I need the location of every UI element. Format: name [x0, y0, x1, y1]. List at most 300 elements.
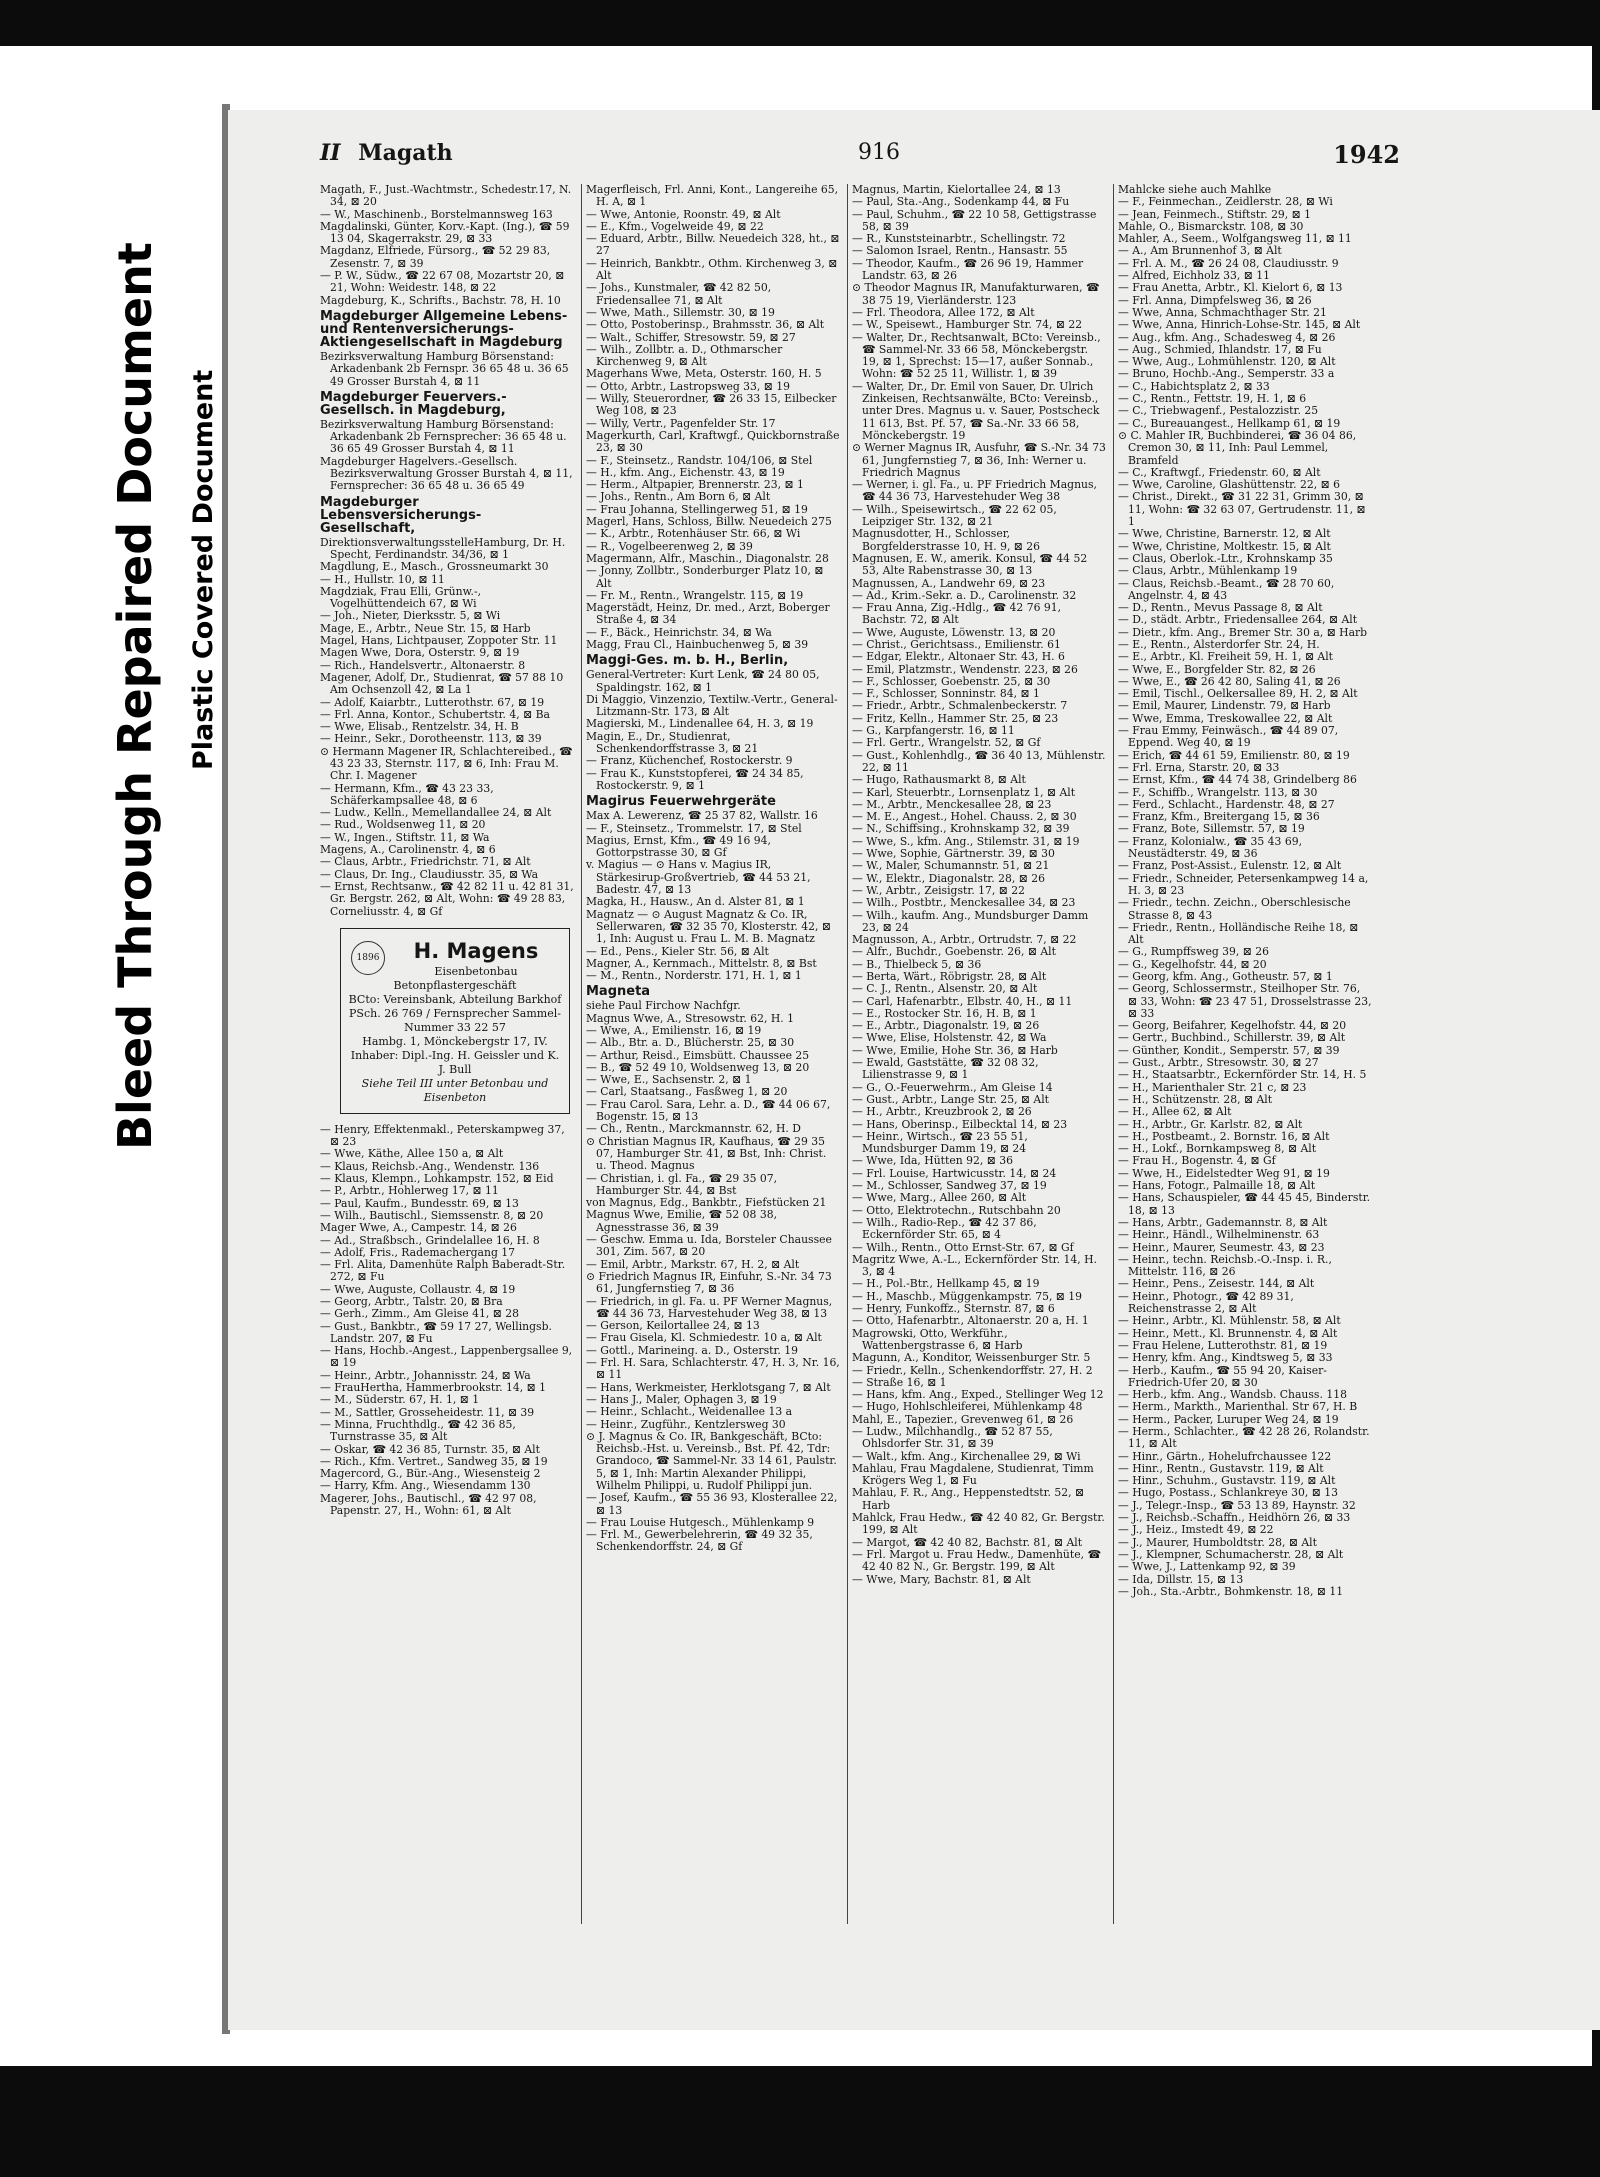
directory-entry: — F., Steinsetz., Trommelstr. 17, ⊠ Stel — [586, 821, 802, 835]
directory-entry: — C., Habichtsplatz 2, ⊠ 33 — [1118, 379, 1270, 393]
directory-entry: — Carl, Hafenarbtr., Elbstr. 40, H., ⊠ 11 — [852, 994, 1073, 1008]
directory-entry: — B., ☎ 52 49 10, Woldsenweg 13, ⊠ 20 — [586, 1060, 810, 1074]
directory-entry: — Wwe, Elise, Holstenstr. 42, ⊠ Wa — [852, 1031, 1047, 1045]
directory-entry: — Herm., Packer, Luruper Weg 24, ⊠ 19 — [1118, 1412, 1339, 1426]
advertisement-line: Eisenbetonbau — [434, 964, 518, 978]
directory-entry: — Frau Emmy, Feinwäsch., ☎ 44 89 07, Eppend. Weg 40, ⊠ 19 — [1118, 724, 1339, 750]
directory-entry: — Hans, Oberinsp., Eilbecktal 14, ⊠ 23 — [852, 1117, 1068, 1131]
directory-entry: — Georg, Arbtr., Talstr. 20, ⊠ Bra — [320, 1295, 503, 1308]
directory-entry: — Jean, Feinmech., Stiftstr. 29, ⊠ 1 — [1118, 207, 1312, 221]
directory-entry: — H., Arbtr., Gr. Karlstr. 82, ⊠ Alt — [1118, 1117, 1303, 1131]
directory-entry: — Salomon Israel, Rentn., Hansastr. 55 — [852, 244, 1068, 258]
directory-entry: — Aug., Schmied, Ihlandstr. 17, ⊠ Fu — [1118, 342, 1322, 356]
directory-entry: von Magnus, Edg., Bankbtr., Fiefstücken 21 — [586, 1196, 827, 1210]
directory-entry: Magnusdotter, H., Schlosser, Borgfelderstrasse 10, H. 9, ⊠ 26 — [852, 527, 1041, 553]
directory-entry: — H., Lokf., Bornkampsweg 8, ⊠ Alt — [1118, 1142, 1317, 1156]
directory-entry: — Wwe, E., ☎ 26 42 80, Saling 41, ⊠ 26 — [1118, 674, 1341, 688]
directory-entry: Magel, Hans, Lichtpauser, Zoppoter Str. 11 — [320, 634, 558, 648]
directory-entry: Magius, Ernst, Kfm., ☎ 49 16 94, Gottorpstrasse 30, ⊠ Gf — [586, 833, 771, 860]
directory-entry: — Franz, Post-Assist., Eulenstr. 12, ⊠ Alt — [1118, 859, 1342, 873]
directory-entry: Magdalinski, Günter, Korv.-Kapt. (Ing.), ☎ 59 13 04, Skagerrakstr. 29, ⊠ 33 — [320, 219, 570, 246]
directory-entry: — Gust., Arbtr., Stresowstr. 30, ⊠ 27 — [1118, 1056, 1319, 1070]
directory-entry: — Harry, Kfm. Ang., Wiesendamm 130 — [320, 1479, 531, 1493]
directory-entry: — E., Kfm., Vogelweide 49, ⊠ 22 — [586, 219, 764, 233]
directory-entry: Magerer, Johs., Bautischl., ☎ 42 97 08, Papenstr. 27, H., Wohn: 61, ⊠ Alt — [320, 1491, 537, 1518]
directory-entry: — C., Triebwagenf., Pestalozzistr. 25 — [1118, 404, 1319, 418]
directory-entry: — Frau Anetta, Arbtr., Kl. Kielort 6, ⊠ 13 — [1118, 281, 1343, 295]
directory-entry: — Alfr., Buchdr., Goebenstr. 26, ⊠ Alt — [852, 945, 1056, 959]
directory-entry: — Frl. Erna, Starstr. 20, ⊠ 33 — [1118, 760, 1280, 774]
advertisement-line: BCto: Vereinsbank, Abteilung Barkhof — [348, 992, 562, 1006]
directory-entry: — Friedr., techn. Zeichn., Oberschlesische Strasse 8, ⊠ 43 — [1118, 896, 1351, 922]
running-head — [320, 140, 453, 166]
directory-entry: — Hugo, Rathausmarkt 8, ⊠ Alt — [852, 773, 1026, 787]
directory-entry: Bezirksverwaltung Hamburg Börsenstand: Arkadenbank 2b Fernsprecher: 36 65 48 u. 36 65 49 Grosser Burstah 4, ⊠ 11 — [320, 417, 567, 456]
directory-entry: — Wwe, Math., Sillemstr. 30, ⊠ 19 — [586, 305, 775, 319]
directory-entry: Magritz Wwe, A.-L., Eckernförder Str. 14, H. 3, ⊠ 4 — [852, 1252, 1097, 1279]
directory-entry: — Heinr., Maurer, Seumestr. 43, ⊠ 23 — [1118, 1240, 1325, 1254]
directory-entry: — Emil, Arbtr., Markstr. 67, H. 2, ⊠ Alt — [586, 1257, 800, 1271]
directory-entry: — Wwe, Elisab., Rentzelstr. 34, H. B — [320, 720, 519, 734]
directory-entry: — Wilh., Bautischl., Siemssenstr. 8, ⊠ 20 — [320, 1208, 544, 1222]
directory-entry: — Ed., Pens., Kieler Str. 56, ⊠ Alt — [586, 944, 769, 958]
directory-entry: — Walter, Dr., Dr. Emil von Sauer, Dr. Ulrich Zinkeisen, Rechtsanwälte, BCto: Vereinsb., unter Dres. Magnus u. v. Sauer, Postscheck 11 613, Bst. Pf. 57, ☎ Sa.-Nr. 33 66 58, Mönckebergstr. 19 — [852, 379, 1100, 442]
directory-entry: — Gerh., Zimm., Am Gleise 41, ⊠ 28 — [320, 1307, 519, 1321]
directory-entry: — Hugo, Hohlschleiferei, Mühlenkamp 48 — [852, 1400, 1083, 1414]
directory-entry: Bezirksverwaltung Hamburg Börsenstand: Arkadenbank 2b Fernspr. 36 65 48 u. 36 65 49 Grosser Burstah 4, ⊠ 11 — [320, 349, 569, 388]
directory-entry: — Ch., Rentn., Marckmannstr. 62, H. D — [586, 1122, 801, 1136]
directory-entry: — K., Arbtr., Rotenhäuser Str. 66, ⊠ Wi — [586, 527, 801, 541]
directory-entry: DirektionsverwaltungsstelleHamburg, Dr. H. Specht, Ferdinandstr. 34/36, ⊠ 1 — [320, 535, 566, 561]
directory-entry: — Friedrich, in gl. Fa. u. PF Werner Magnus, ☎ 44 36 73, Harvestehuder Weg 38, ⊠ 13 — [586, 1294, 833, 1320]
directory-entry: Magen Wwe, Dora, Osterstr. 9, ⊠ 19 — [320, 646, 520, 660]
listing-heading: Magdeburger Feuervers.-Gesellsch. in Magdeburg, — [320, 389, 507, 418]
directory-entry: General-Vertreter: Kurt Lenk, ☎ 24 80 05, Spaldingstr. 162, ⊠ 1 — [586, 668, 820, 694]
directory-entry: — J., Klempner, Schumacherstr. 28, ⊠ Alt — [1118, 1547, 1344, 1561]
directory-entry: — Henry, Effektenmakl., Peterskampweg 37, ⊠ 23 — [320, 1122, 565, 1149]
directory-entry: — Frl. Louise, Hartwicusstr. 14, ⊠ 24 — [852, 1166, 1057, 1180]
directory-entry: — Gust., Kohlenhdlg., ☎ 36 40 13, Mühlenstr. 22, ⊠ 11 — [852, 748, 1106, 774]
directory-entry: — Wilh., kaufm. Ang., Mundsburger Damm 23, ⊠ 24 — [852, 908, 1089, 934]
directory-entry: — Friedr., Schneider, Petersenkampweg 14 a, H. 3, ⊠ 23 — [1118, 871, 1369, 897]
directory-entry: — Wilh., Radio-Rep., ☎ 42 37 86, Eckernförder Str. 65, ⊠ 4 — [852, 1215, 1037, 1242]
directory-entry: — Christian, i. gl. Fa., ☎ 29 35 07, Hamburger Str. 44, ⊠ Bst — [586, 1171, 778, 1197]
listing-heading: Magdeburger Allgemeine Lebens- und Rentenversicherungs-Aktiengesellschaft in Magdeburg — [320, 308, 568, 350]
advertisement-line: Hambg. 1, Mönckebergstr 17, IV. — [362, 1034, 548, 1048]
directory-entry: — Wwe, Käthe, Allee 150 a, ⊠ Alt — [320, 1147, 504, 1161]
directory-entry: — Fritz, Kelln., Hammer Str. 25, ⊠ 23 — [852, 711, 1059, 725]
directory-entry: — Walter, Dr., Rechtsanwalt, BCto: Vereinsb., ☎ Sammel-Nr. 33 66 58, Mönckebergstr. 19, ⊠ 1, Sprechst: 15—17, außer Sonnab., Wohn: ☎ 52 25 11, Willistr. 1, ⊠ 39 — [852, 330, 1101, 381]
directory-entry: — Heinr., Photogr., ☎ 42 89 31, Reichenstrasse 2, ⊠ Alt — [1118, 1289, 1294, 1316]
document-condition-labels — [108, 210, 228, 1150]
company-seal-icon: 1896 — [351, 941, 385, 975]
directory-entry: — Willy, Vertr., Pagenfelder Str. 17 — [586, 416, 776, 430]
directory-entry: — Henry, kfm. Ang., Kindtsweg 5, ⊠ 33 — [1118, 1351, 1333, 1365]
directory-entry: — E., Rostocker Str. 16, H. B, ⊠ 1 — [852, 1006, 1037, 1020]
directory-entry: Magdeburg, K., Schrifts., Bachstr. 78, H. 10 — [320, 293, 561, 307]
directory-entry: — Wwe, Mary, Bachstr. 81, ⊠ Alt — [852, 1572, 1031, 1586]
directory-entry: — Frl. H. Sara, Schlachterstr. 47, H. 3, Nr. 16, ⊠ 11 — [586, 1356, 840, 1382]
directory-entry: — Wilh., Speisewirtsch., ☎ 22 62 05, Leipziger Str. 132, ⊠ 21 — [852, 502, 1057, 529]
directory-entry: — Emil, Maurer, Lindenstr. 79, ⊠ Harb — [1118, 699, 1331, 713]
directory-entry: — A., Am Brunnenhof 3, ⊠ Alt — [1118, 244, 1282, 258]
directory-entry: — Ewald, Gaststätte, ☎ 32 08 32, Lilienstrasse 9, ⊠ 1 — [852, 1056, 1039, 1082]
directory-entry: — F., Schlosser, Goebenstr. 25, ⊠ 30 — [852, 674, 1051, 688]
directory-entry: — Gust., Arbtr., Lange Str. 25, ⊠ Alt — [852, 1092, 1050, 1106]
directory-column-1 — [320, 184, 574, 1517]
directory-entry: — W., Ingen., Stiftstr. 11, ⊠ Wa — [320, 830, 490, 844]
directory-entry: Mahlck, Frau Hedw., ☎ 42 40 82, Gr. Bergstr. 199, ⊠ Alt — [852, 1511, 1105, 1537]
directory-entry: — Claus, Oberlok.-Ltr., Krohnskamp 35 — [1118, 551, 1333, 565]
directory-entry: — Frl. Anna, Dimpfelsweg 36, ⊠ 26 — [1118, 293, 1312, 307]
directory-entry: — F., Bäck., Heinrichstr. 34, ⊠ Wa — [586, 625, 772, 639]
directory-entry: — Hans, Hochb.-Angest., Lappenbergsallee 9, ⊠ 19 — [320, 1344, 573, 1370]
directory-entry: Magin, E., Dr., Studienrat, Schenkendorffstrasse 3, ⊠ 21 — [586, 729, 759, 756]
directory-entry: siehe Paul Firchow Nachfgr. — [586, 999, 741, 1013]
directory-entry: — Wwe, Marg., Allee 260, ⊠ Alt — [852, 1191, 1027, 1205]
directory-entry: — Dietr., kfm. Ang., Bremer Str. 30 a, ⊠ Harb — [1118, 625, 1368, 639]
directory-entry: — G., Kegelhofstr. 44, ⊠ 20 — [1118, 957, 1267, 971]
directory-entry: — Frau Louise Hutgesch., Mühlenkamp 9 — [586, 1515, 815, 1529]
directory-entry: — Günther, Kondit., Semperstr. 57, ⊠ 39 — [1118, 1043, 1340, 1057]
directory-entry: — M., Sattler, Grosseheidestr. 11, ⊠ 39 — [320, 1405, 535, 1419]
directory-entry: — Joh., Nieter, Dierksstr. 5, ⊠ Wi — [320, 609, 501, 623]
directory-entry: — Franz, Bote, Sillemstr. 57, ⊠ 19 — [1118, 822, 1305, 836]
directory-entry: — Herm., Markth., Marienthal. Str 67, H. B — [1118, 1400, 1358, 1414]
directory-entry: — Wilh., Zollbtr. a. D., Othmarscher Kirchenweg 9, ⊠ Alt — [586, 342, 783, 369]
advertisement-line: Inhaber: Dipl.-Ing. H. Geissler und K. J. Bull — [350, 1048, 560, 1076]
directory-entry: — Rud., Woldsenweg 11, ⊠ 20 — [320, 818, 486, 832]
condition-label-primary: Bleed Through Repaired Document — [108, 242, 162, 1150]
directory-entry: — Edgar, Elektr., Altonaer Str. 43, H. 6 — [852, 650, 1065, 664]
directory-entry: — Hans, Werkmeister, Herklotsgang 7, ⊠ Alt — [586, 1380, 831, 1394]
directory-entry: — D., städt. Arbtr., Friedensallee 264, ⊠ Alt — [1118, 613, 1358, 627]
directory-entry: — Hinr., Rentn., Gustavstr. 119, ⊠ Alt — [1118, 1461, 1324, 1475]
directory-entry: — H., Schützenstr. 28, ⊠ Alt — [1118, 1092, 1273, 1106]
directory-entry: — W., Maler, Schumannstr. 51, ⊠ 21 — [852, 859, 1050, 873]
directory-entry: — C. J., Rentn., Alsenstr. 20, ⊠ Alt — [852, 982, 1038, 996]
listing-heading: Magdeburger Lebensversicherungs-Gesellschaft, — [320, 494, 482, 536]
directory-entry: — Frau Anna, Zig.-Hdlg., ☎ 42 76 91, Bachstr. 72, ⊠ Alt — [852, 601, 1062, 627]
directory-entry: — Wwe, Antonie, Roonstr. 49, ⊠ Alt — [586, 207, 781, 221]
directory-entry: Mahlcke siehe auch Mahlke — [1118, 183, 1272, 196]
directory-entry: — Gottl., Marineing. a. D., Osterstr. 19 — [586, 1343, 799, 1357]
directory-entry: — Klaus, Reichsb.-Ang., Wendenstr. 136 — [320, 1159, 540, 1173]
directory-entry: — Herm., Altpapier, Brennerstr. 23, ⊠ 1 — [586, 478, 804, 492]
directory-entry: — Friedr., Arbtr., Schmalenbeckerstr. 7 — [852, 699, 1068, 713]
directory-entry: — Hinr., Gärtn., Hohelufrchaussee 122 — [1118, 1449, 1332, 1463]
directory-entry: — Adolf, Fris., Rademachergang 17 — [320, 1245, 516, 1259]
directory-entry: Mahle, O., Bismarckstr. 108, ⊠ 30 — [1118, 219, 1304, 233]
directory-entry: — W., Arbtr., Zeisigstr. 17, ⊠ 22 — [852, 883, 1026, 897]
directory-entry: — H., Maschb., Müggenkampstr. 75, ⊠ 19 — [852, 1289, 1083, 1303]
directory-entry: Magner, A., Kernmach., Mittelstr. 8, ⊠ Bst — [586, 956, 817, 970]
directory-entry: Magunn, A., Konditor, Weissenburger Str. 5 — [852, 1351, 1091, 1365]
directory-entry: — Jonny, Zollbtr., Sonderburger Platz 10, ⊠ Alt — [586, 564, 824, 590]
directory-entry: — Wwe, Caroline, Glashüttenstr. 22, ⊠ 6 — [1118, 478, 1340, 492]
directory-entry: — Ludw., Kelln., Memellandallee 24, ⊠ Alt — [320, 806, 552, 820]
directory-entry: — Wwe, A., Emilienstr. 16, ⊠ 19 — [586, 1024, 762, 1037]
directory-entry: — Joh., Sta.-Arbtr., Bohmkenstr. 18, ⊠ 11 — [1118, 1584, 1344, 1598]
directory-entry: Magnus Wwe, Emilie, ☎ 52 08 38, Agnesstrasse 36, ⊠ 39 — [586, 1208, 778, 1234]
directory-entry: — G., Karpfangerstr. 16, ⊠ 11 — [852, 724, 1015, 738]
directory-entry: — Otto, Elektrotechn., Rutschbahn 20 — [852, 1203, 1061, 1217]
directory-entry: — Paul, Kaufm., Bundesstr. 69, ⊠ 13 — [320, 1196, 519, 1210]
directory-entry: — Straße 16, ⊠ 1 — [852, 1375, 947, 1389]
directory-entry: — Ludw., Milchhandlg., ☎ 52 87 55, Ohlsdorfer Str. 31, ⊠ 39 — [852, 1424, 1053, 1451]
directory-entry: — Claus, Arbtr., Mühlenkamp 19 — [1118, 564, 1298, 578]
directory-entry: — Otto, Hafenarbtr., Altonaerstr. 20 a, H. 1 — [852, 1314, 1089, 1328]
directory-entry: — Wilh., Rentn., Otto Ernst-Str. 67, ⊠ Gf — [852, 1240, 1074, 1254]
directory-entry: — Rich., Kfm. Vertret., Sandweg 35, ⊠ 19 — [320, 1454, 548, 1468]
directory-entry: — Franz, Kolonialw., ☎ 35 43 69, Neustädterstr. 49, ⊠ 36 — [1118, 834, 1303, 861]
directory-entry: — Heinrich, Bankbtr., Othm. Kirchenweg 3, ⊠ Alt — [586, 256, 838, 283]
directory-entry: — M., Arbtr., Menckesallee 28, ⊠ 23 — [852, 797, 1052, 811]
directory-entry: — J., Heiz., Imstedt 49, ⊠ 22 — [1118, 1523, 1274, 1537]
directory-entry: ⊙ Theodor Magnus IR, Manufakturwaren, ☎ 38 75 19, Vierländerstr. 123 — [852, 281, 1100, 307]
directory-entry: — F., Schiffb., Wrangelstr. 113, ⊠ 30 — [1118, 785, 1318, 799]
directory-entry: — Otto, Postoberinsp., Brahmsstr. 36, ⊠ Alt — [586, 318, 825, 332]
directory-entry: — H., Pol.-Btr., Hellkamp 45, ⊠ 19 — [852, 1277, 1040, 1291]
directory-entry: Magg, Frau Cl., Hainbuchenweg 5, ⊠ 39 — [586, 637, 809, 651]
directory-entry: — Paul, Sta.-Ang., Sodenkamp 44, ⊠ Fu — [852, 195, 1070, 209]
directory-entry: Magens, A., Carolinenstr. 4, ⊠ 6 — [320, 843, 496, 857]
directory-entry: ⊙ Werner Magnus IR, Ausfuhr, ☎ S.-Nr. 34 73 61, Jungfernstieg 7, ⊠ 36, Inh: Werner u. Friedrich Magnus — [852, 441, 1106, 479]
directory-entry: — Walt., kfm. Ang., Kirchenallee 29, ⊠ Wi — [852, 1449, 1081, 1463]
directory-entry: Magnus Wwe, A., Stresowstr. 62, H. 1 — [586, 1011, 795, 1025]
directory-entry: — Hinr., Schuhm., Gustavstr. 119, ⊠ Alt — [1118, 1474, 1336, 1488]
directory-entry: — Adolf, Kaiarbtr., Lutterothstr. 67, ⊠ 19 — [320, 695, 545, 709]
directory-entry: — P., Arbtr., Hohlerweg 17, ⊠ 11 — [320, 1184, 499, 1198]
directory-entry: — Ad., Krim.-Sekr. a. D., Carolinenstr. 32 — [852, 588, 1077, 602]
directory-entry: Magath, F., Just.-Wachtmstr., Schedestr.17, N. 34, ⊠ 20 — [320, 183, 572, 209]
directory-entry: — Oskar, ☎ 42 36 85, Turnstr. 35, ⊠ Alt — [320, 1442, 540, 1456]
directory-entry: ⊙ C. Mahler IR, Buchbinderei, ☎ 36 04 86, Cremon 30, ⊠ 11, Inh: Paul Lemmel, Bramfeld — [1118, 428, 1357, 467]
directory-entry: Magnusen, E. W., amerik. Konsul, ☎ 44 52 53, Alte Rabenstrasse 30, ⊠ 13 — [852, 551, 1088, 578]
directory-entry: — Ad., Straßbsch., Grindelallee 16, H. 8 — [320, 1233, 540, 1247]
directory-entry: — Otto, Arbtr., Lastropsweg 33, ⊠ 19 — [586, 379, 790, 393]
directory-entry: Magerhans Wwe, Meta, Osterstr. 160, H. 5 — [586, 367, 822, 381]
directory-entry: — Carl, Staatsang., Fasßweg 1, ⊠ 20 — [586, 1085, 788, 1099]
directory-entry: — Frl. Gertr., Wrangelstr. 52, ⊠ Gf — [852, 736, 1041, 750]
directory-entry: — Bruno, Hochb.-Ang., Semperstr. 33 a — [1118, 367, 1335, 381]
directory-entry: Magrowski, Otto, Werkführ., Wattenbergstrasse 6, ⊠ Harb — [852, 1326, 1023, 1352]
directory-entry: — Minna, Fruchthdlg., ☎ 42 36 85, Turnstrasse 35, ⊠ Alt — [320, 1417, 516, 1444]
directory-entry: — E., Rentn., Alsterdorfer Str. 24, H. — [1118, 637, 1320, 651]
column-rule — [581, 184, 582, 1924]
directory-entry: — Wwe, Sophie, Gärtnerstr. 39, ⊠ 30 — [852, 847, 1055, 861]
directory-entry: — Georg, kfm. Ang., Gotheustr. 57, ⊠ 1 — [1118, 970, 1333, 983]
directory-entry: — Paul, Schuhm., ☎ 22 10 58, Gettigstrasse 58, ⊠ 39 — [852, 207, 1097, 233]
directory-entry: — Johs., Rentn., Am Born 6, ⊠ Alt — [586, 490, 771, 504]
directory-entry: — Wwe, Ida, Hütten 92, ⊠ 36 — [852, 1154, 1013, 1168]
directory-entry: — P. W., Südw., ☎ 22 67 08, Mozartstr 20, ⊠ 21, Wohn: Weidestr. 148, ⊠ 22 — [320, 269, 565, 295]
directory-entry: — Wwe, H., Eidelstedter Weg 91, ⊠ 19 — [1118, 1166, 1330, 1180]
directory-entry: — Wwe, Christine, Moltkestr. 15, ⊠ Alt — [1118, 539, 1331, 553]
directory-entry: — Frau Carol. Sara, Lehr. a. D., ☎ 44 06 67, Bogenstr. 15, ⊠ 13 — [586, 1097, 831, 1124]
directory-entry: — Wwe, Anna, Hinrich-Lohse-Str. 145, ⊠ Alt — [1118, 318, 1361, 332]
directory-entry: — Heinr., Pens., Zeisestr. 144, ⊠ Alt — [1118, 1277, 1315, 1291]
page-number: 916 — [858, 140, 900, 165]
directory-entry: — Heinr., Händl., Wilhelminenstr. 63 — [1118, 1228, 1320, 1242]
directory-entry: — C., Kraftwgf., Friedenstr. 60, ⊠ Alt — [1118, 465, 1321, 479]
directory-entry: — Herm., Schlachter., ☎ 42 28 26, Rolandstr. 11, ⊠ Alt — [1118, 1424, 1370, 1451]
advertisement-line: Betonpflastergeschäft — [393, 978, 517, 992]
directory-entry: — B., Thielbeck 5, ⊠ 36 — [852, 957, 982, 971]
directory-entry: — Frl. M., Gewerbelehrerin, ☎ 49 32 35, Schenkendorffstr. 24, ⊠ Gf — [586, 1528, 813, 1554]
scan-border-bottom — [0, 2066, 1600, 2177]
directory-entry: — Heinr., Mett., Kl. Brunnenstr. 4, ⊠ Alt — [1118, 1326, 1338, 1340]
directory-entry: — Aug., kfm. Ang., Schadesweg 4, ⊠ 26 — [1118, 330, 1336, 344]
directory-entry: Magdeburger Hagelvers.-Gesellsch. Bezirksverwaltung Grosser Burstah 4, ⊠ 11, Fernsprecher: 36 65 48 u. 36 65 49 — [320, 454, 573, 493]
directory-entry: — Wwe, J., Lattenkamp 92, ⊠ 39 — [1118, 1560, 1296, 1574]
directory-entry: — Wwe, Aug., Lohmühlenstr. 120, ⊠ Alt — [1118, 355, 1336, 369]
directory-entry: — Claus, Reichsb.-Beamt., ☎ 28 70 60, Angelnstr. 4, ⊠ 43 — [1118, 576, 1335, 602]
directory-entry: — Christ., Direkt., ☎ 31 22 31, Grimm 30, ⊠ 11, Wohn: ☎ 32 63 07, Gertrudenstr. 11, ⊠ 1 — [1118, 490, 1366, 529]
directory-entry: Magerl, Hans, Schloss, Billw. Neuedeich 275 — [586, 515, 832, 529]
directory-entry: — J., Telegr.-Insp., ☎ 53 13 89, Haynstr. 32 — [1118, 1498, 1356, 1512]
directory-entry: — Frau K., Kunststopferei, ☎ 24 34 85, Rostockerstr. 9, ⊠ 1 — [586, 766, 804, 792]
directory-entry: — J., Reichsb.-Schaffn., Heidhörn 26, ⊠ 33 — [1118, 1511, 1351, 1525]
directory-entry: — Herb., kfm. Ang., Wandsb. Chauss. 118 — [1118, 1388, 1347, 1402]
listing-heading: Maggi-Ges. m. b. H., Berlin, — [586, 653, 789, 669]
directory-entry: — Wwe, Emma, Treskowallee 22, ⊠ Alt — [1118, 711, 1333, 725]
directory-entry: — Geschw. Emma u. Ida, Borsteler Chaussee 301, Zim. 567, ⊠ 20 — [586, 1233, 832, 1259]
directory-entry: — Wwe, Emilie, Hohe Str. 36, ⊠ Harb — [852, 1043, 1058, 1057]
directory-entry: — Arthur, Reisd., Eimsbütt. Chaussee 25 — [586, 1048, 810, 1062]
scan-border-top — [0, 0, 1600, 46]
directory-entry: — G., Rumpffsweg 39, ⊠ 26 — [1118, 945, 1270, 959]
directory-entry: — Frau Johanna, Stellingerweg 51, ⊠ 19 — [586, 502, 808, 516]
directory-entry: — Friedr., Rentn., Holländische Reihe 18, ⊠ Alt — [1118, 920, 1359, 947]
directory-entry: — Frau H., Bogenstr. 4, ⊠ Gf — [1118, 1154, 1276, 1168]
directory-entry: — Wwe, S., kfm. Ang., Stilemstr. 31, ⊠ 19 — [852, 834, 1080, 848]
directory-entry: — Klaus, Klempn., Lohkampstr. 152, ⊠ Eid — [320, 1172, 554, 1186]
directory-entry: — Johs., Kunstmaler, ☎ 42 82 50, Friedensallee 71, ⊠ Alt — [586, 281, 772, 307]
section-numeral: II — [320, 140, 341, 166]
directory-entry: Magdziak, Frau Elli, Grünw.-, Vogelhüttendeich 67, ⊠ Wi — [320, 584, 482, 611]
directory-entry: Magka, H., Hausw., An d. Alster 81, ⊠ 1 — [586, 895, 805, 909]
directory-entry: — Heinr., Zugführ., Kentzlersweg 30 — [586, 1417, 786, 1431]
directory-entry: — C., Bureauangest., Hellkamp 61, ⊠ 19 — [1118, 416, 1341, 430]
directory-entry: — Henry, Funkoffz., Sternstr. 87, ⊠ 6 — [852, 1302, 1055, 1316]
directory-entry: Magdlung, E., Masch., Grossneumarkt 30 — [320, 560, 549, 574]
directory-entry: — M., Schlosser, Sandweg 37, ⊠ 19 — [852, 1179, 1047, 1193]
directory-entry: — Wwe, Christine, Barnerstr. 12, ⊠ Alt — [1118, 527, 1331, 541]
directory-entry: Magnusson, A., Arbtr., Ortrudstr. 7, ⊠ 22 — [852, 933, 1077, 947]
directory-entry: — H., kfm. Ang., Eichenstr. 43, ⊠ 19 — [586, 465, 785, 479]
directory-entry: Mahlau, F. R., Ang., Heppenstedtstr. 52, ⊠ Harb — [852, 1486, 1085, 1512]
directory-entry: — H., Arbtr., Kreuzbrook 2, ⊠ 26 — [852, 1105, 1032, 1119]
directory-entry: ⊙ Hermann Magener IR, Schlachtereibed., ☎ 43 23 33, Sternstr. 117, ⊠ 6, Inh: Frau M. Chr. I. Magener — [320, 744, 573, 783]
directory-entry: — Gertr., Buchbind., Schillerstr. 39, ⊠ Alt — [1118, 1031, 1346, 1045]
directory-column-4 — [1118, 184, 1372, 1598]
directory-entry: — Frl. Theodora, Allee 172, ⊠ Alt — [852, 305, 1035, 319]
directory-entry: — Herb., Kaufm., ☎ 55 94 20, Kaiser-Friedrich-Ufer 20, ⊠ 30 — [1118, 1363, 1327, 1389]
directory-entry: — Claus, Dr. Ing., Claudiusstr. 35, ⊠ Wa — [320, 867, 539, 881]
directory-entry: — Ida, Dillstr. 15, ⊠ 13 — [1118, 1572, 1244, 1586]
directory-entry: — Hans, kfm. Ang., Exped., Stellinger Weg 12 — [852, 1388, 1104, 1402]
directory-entry: — FrauHertha, Hammerbrookstr. 14, ⊠ 1 — [320, 1381, 546, 1395]
directory-entry: — Georg, Schlossermstr., Steilhoper Str. 76, ⊠ 33, Wohn: ☎ 23 47 51, Drosselstrasse 23, ⊠ 33 — [1118, 982, 1372, 1020]
directory-entry: — H., Allee 62, ⊠ Alt — [1118, 1105, 1232, 1119]
directory-entry: — Heinr., Sekr., Dorotheenstr. 113, ⊠ 39 — [320, 732, 542, 746]
directory-entry: Magerstädt, Heinz, Dr. med., Arzt, Boberger Straße 4, ⊠ 34 — [586, 601, 830, 627]
directory-entry: — R., Vogelbeerenweg 2, ⊠ 39 — [586, 539, 753, 553]
column-rule — [847, 184, 848, 1924]
directory-entry: — F., Schlosser, Sonninstr. 84, ⊠ 1 — [852, 687, 1040, 701]
directory-entry: — Alb., Btr. a. D., Blücherstr. 25, ⊠ 30 — [586, 1036, 795, 1050]
directory-entry: — Margot, ☎ 42 40 82, Bachstr. 81, ⊠ Alt — [852, 1535, 1083, 1549]
directory-entry: — Berta, Wärt., Röbrigstr. 28, ⊠ Alt — [852, 970, 1047, 983]
directory-entry: Magdanz, Elfriede, Fürsorg., ☎ 52 29 83, Zesenstr. 7, ⊠ 39 — [320, 244, 551, 270]
directory-entry: — Erich, ☎ 44 61 59, Emilienstr. 80, ⊠ 19 — [1118, 748, 1350, 762]
directory-entry: — Karl, Steuerbtr., Lornsenplatz 1, ⊠ Alt — [852, 785, 1076, 799]
directory-entry: Mage, E., Arbtr., Neue Str. 15, ⊠ Harb — [320, 621, 531, 635]
directory-entry: — Friedr., Kelln., Schenkendorffstr. 27, H. 2 — [852, 1363, 1093, 1377]
directory-entry: — M., Rentn., Norderstr. 171, H. 1, ⊠ 1 — [586, 969, 802, 983]
directory-entry: — G., O.-Feuerwehrm., Am Gleise 14 — [852, 1080, 1053, 1094]
listing-heading: Magneta — [586, 984, 651, 1000]
directory-entry: Magerkurth, Carl, Kraftwgf., Quickbornstraße 23, ⊠ 30 — [586, 428, 840, 455]
directory-entry: — Alfred, Eichholz 33, ⊠ 11 — [1118, 269, 1270, 283]
directory-entry: — Frl. Anna, Kontor., Schubertstr. 4, ⊠ Ba — [320, 707, 550, 721]
directory-entry: v. Magius — ⊙ Hans v. Magius IR, Stärkesirup-Großvertrieb, ☎ 44 53 21, Badestr. 47, ⊠ 13 — [586, 858, 811, 897]
directory-entry: — Josef, Kaufm., ☎ 55 36 93, Klosterallee 22, ⊠ 13 — [586, 1491, 838, 1517]
directory-entry: — Emil, Platzmstr., Wendenstr. 223, ⊠ 26 — [852, 662, 1078, 676]
directory-entry: — Frl. A. M., ☎ 26 24 08, Claudiusstr. 9 — [1118, 256, 1339, 270]
directory-entry: Magnus, Martin, Kielortallee 24, ⊠ 13 — [852, 183, 1061, 196]
directory-entry: Magermann, Alfr., Maschin., Diagonalstr. 28 — [586, 551, 829, 565]
listing-heading: Magirus Feuerwehrgeräte — [586, 794, 776, 810]
directory-entry: — Hans, Fotogr., Palmaille 18, ⊠ Alt — [1118, 1179, 1316, 1193]
directory-entry: — Hugo, Postass., Schlankreye 30, ⊠ 13 — [1118, 1486, 1338, 1500]
directory-entry: — F., Steinsetz., Randstr. 104/106, ⊠ Stel — [586, 453, 813, 467]
directory-entry: — Ernst, Kfm., ☎ 44 74 38, Grindelberg 86 — [1118, 773, 1357, 787]
directory-entry: — H., Postbeamt., 2. Bornstr. 16, ⊠ Alt — [1118, 1129, 1330, 1143]
directory-entry: Magerfleisch, Frl. Anni, Kont., Langereihe 65, H. A, ⊠ 1 — [586, 183, 839, 209]
directory-entry: — Emil, Tischl., Oelkersallee 89, H. 2, ⊠ Alt — [1118, 687, 1358, 701]
directory-column-2 — [586, 184, 840, 1554]
directory-entry: — Heinr., Wirtsch., ☎ 23 55 51, Mundsburger Damm 19, ⊠ 24 — [852, 1129, 1028, 1156]
directory-entry: — Walt., Schiffer, Stresowstr. 59, ⊠ 27 — [586, 330, 796, 344]
directory-entry: — Gust., Bankbtr., ☎ 59 17 27, Wellingsb. Landstr. 207, ⊠ Fu — [320, 1319, 552, 1345]
advertisement-title: H. Magens — [413, 938, 539, 963]
directory-entry: — Christ., Gerichtsass., Emilienstr. 61 — [852, 637, 1061, 651]
directory-entry: — Georg, Beifahrer, Kegelhofstr. 44, ⊠ 20 — [1118, 1019, 1347, 1033]
directory-entry: — N., Schiffsing., Krohnskamp 32, ⊠ 39 — [852, 822, 1070, 836]
directory-entry: — C., Rentn., Fettstr. 19, H. 1, ⊠ 6 — [1118, 392, 1307, 406]
column-rule — [1113, 184, 1114, 1924]
condition-label-secondary: Plastic Covered Document — [188, 369, 219, 770]
directory-entry: — F., Feinmechan., Zeidlerstr. 28, ⊠ Wi — [1118, 195, 1333, 209]
directory-entry: — Eduard, Arbtr., Billw. Neuedeich 328, ht., ⊠ 27 — [586, 232, 840, 258]
edition-year: 1942 — [1333, 140, 1400, 169]
directory-entry: — Hans, Schauspieler, ☎ 44 45 45, Binderstr. 18, ⊠ 13 — [1118, 1191, 1371, 1217]
directory-entry: Mahlau, Frau Magdalene, Studienrat, Timm Krögers Weg 1, ⊠ Fu — [852, 1461, 1094, 1488]
directory-entry: — Fr. M., Rentn., Wrangelstr. 115, ⊠ 19 — [586, 588, 804, 602]
directory-entry: — W., Elektr., Diagonalstr. 28, ⊠ 26 — [852, 871, 1045, 885]
directory-entry: Di Maggio, Vinzenzio, Textilw.-Vertr., General-Litzmann-Str. 173, ⊠ Alt — [586, 692, 838, 719]
directory-entry: Magener, Adolf, Dr., Studienrat, ☎ 57 88 10 Am Ochsenzoll 42, ⊠ La 1 — [320, 670, 564, 697]
directory-entry: — Wwe, Anna, Schmachthager Str. 21 — [1118, 305, 1327, 319]
directory-entry: — Frau Helene, Lutterothstr. 81, ⊠ 19 — [1118, 1338, 1328, 1352]
directory-entry: — Rich., Handelsvertr., Altonaerstr. 8 — [320, 658, 526, 672]
directory-entry: — W., Maschinenb., Borstelmannsweg 163 — [320, 207, 553, 221]
directory-entry: — H., Marienthaler Str. 21 c, ⊠ 23 — [1118, 1080, 1307, 1094]
directory-entry: — Heinr., Arbtr., Johannisstr. 24, ⊠ Wa — [320, 1368, 531, 1382]
directory-entry: — Ernst, Rechtsanw., ☎ 42 82 11 u. 42 81 31, Gr. Bergstr. 262, ⊠ Alt, Wohn: ☎ 49 28 83, Corneliusstr. 4, ⊠ Gf — [320, 879, 574, 918]
